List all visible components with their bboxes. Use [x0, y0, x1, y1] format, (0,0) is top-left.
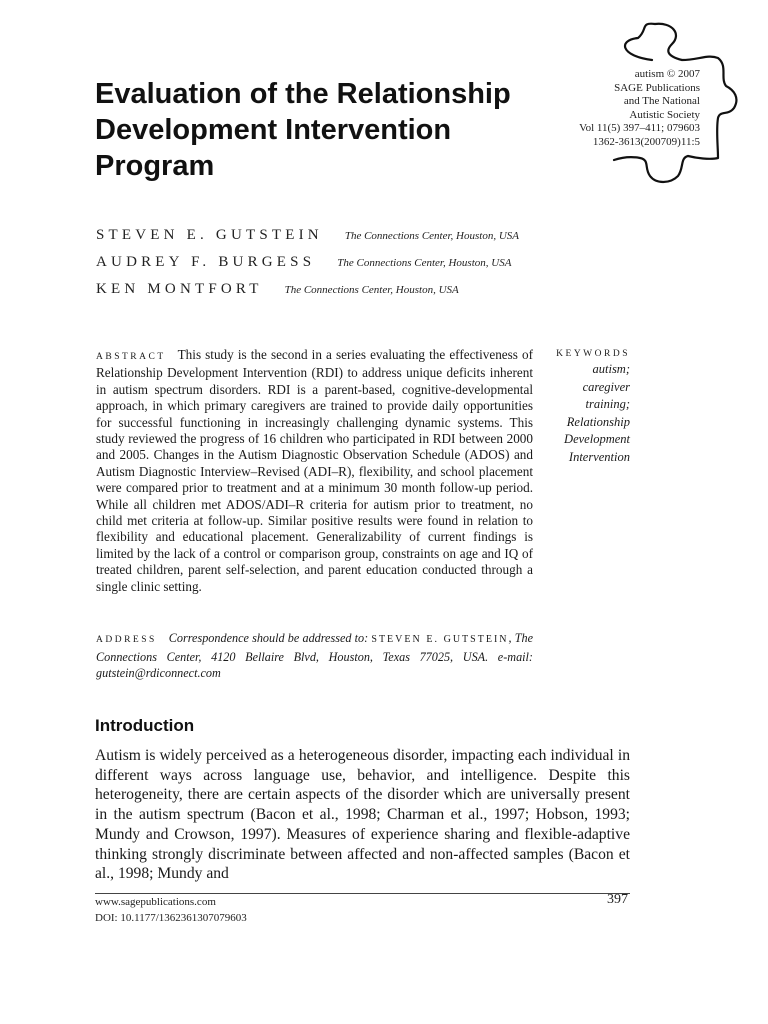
keyword-item: Relationship [566, 414, 630, 429]
article-title: Evaluation of the Relationship Development Intervention Program [95, 78, 511, 182]
abstract-text: This study is the second in a series evaluating the effectiveness of Relationship Development Intervention (RDI) to address unique deficits inherent in autism spectrum disorders. RDI is a parent-based, cognitive-developmental approach, in which primary caregivers are trained to provide daily opportunities for successful functioning in increasingly challenging dynamic systems. This study reviewed the progress of 16 children who participated in RDI between 2000 and 2005. Changes in the Autism Diagnostic Observation Schedule (ADOS) and Autism Diagnostic Interview–Revised (ADI–R), flexibility, and school placement were compared prior to treatment and at a minimum 30 month follow-up period. While all children met ADOS/ADI–R criteria for autism prior to treatment, no child met criteria at follow-up. Similar positive results were found in relation to flexibility and educational placement. Generalizability of current findings is limited by the lack of a control or comparison group, constraints on age and IQ of treated children, parent self-selection, and parent education conducted through a single clinic setting. [96, 347, 533, 594]
journal-line: Autistic Society [629, 108, 700, 121]
journal-line: autism © 2007 [634, 68, 700, 80]
footer-url[interactable]: www.sagepublications.com [95, 896, 216, 908]
address-name: STEVEN E. GUTSTEIN [371, 634, 509, 645]
footer-doi: DOI: 10.1177/1362361307079603 [95, 912, 247, 924]
author-row [96, 226, 519, 246]
author-affiliation: The Connections Center, Houston, USA [337, 257, 512, 269]
address-prefix: Correspondence should be addressed to: [168, 631, 369, 645]
keyword-item: caregiver [582, 379, 630, 394]
keyword-item: Development [564, 432, 630, 446]
correspondence-address [96, 630, 533, 682]
journal-line: 1362-3613(200709)11:5 [592, 135, 700, 148]
journal-line: Vol 11(5) 397–411; 079603 [579, 122, 700, 134]
author-name: KEN MONTFORT [96, 281, 263, 297]
author-name: STEVEN E. GUTSTEIN [96, 227, 323, 243]
abstract [96, 347, 533, 595]
author-affiliation: The Connections Center, Houston, USA [284, 284, 459, 296]
keyword-item: training; [585, 397, 630, 411]
author-name: AUDREY F. BURGESS [96, 254, 316, 270]
keywords-label: KEYWORDS [556, 349, 630, 359]
keywords [548, 349, 630, 466]
introduction-text: Autism is widely perceived as a heterogeneous disorder, impacting each individual in different ways across language use, behavior, and intelligence. Despite this heterogeneity, there are certain aspects of the disorder which are universally present in the autism spectrum (Bacon et al., 1998; Charman et al., 1997; Hobson, 1993; Mundy and Crowson, 1997). Measures of experience sharing and flexible-adaptive thinking strongly discriminate between affected and non-affected samples (Bacon et al., 1998; Mundy and [95, 747, 630, 883]
page-number: 397 [607, 892, 628, 907]
journal-line: SAGE Publications [614, 81, 700, 94]
abstract-label: ABSTRACT [96, 352, 166, 362]
address-rest: , The Connections Center, 4120 Bellaire Blvd, Houston, Texas 77025, USA. e-mail: gutstein@rdiconnect.com [96, 631, 534, 680]
journal-line: and The National [623, 95, 700, 107]
address-label: ADDRESS [96, 635, 157, 645]
footer-divider [95, 893, 630, 894]
author-row [96, 253, 511, 273]
section-heading: Introduction [95, 716, 195, 735]
author-affiliation: The Connections Center, Houston, USA [344, 230, 520, 242]
journal-info [548, 68, 700, 149]
author-row [96, 280, 459, 300]
keyword-item: Intervention [568, 449, 630, 464]
keyword-item: autism; [592, 362, 630, 376]
